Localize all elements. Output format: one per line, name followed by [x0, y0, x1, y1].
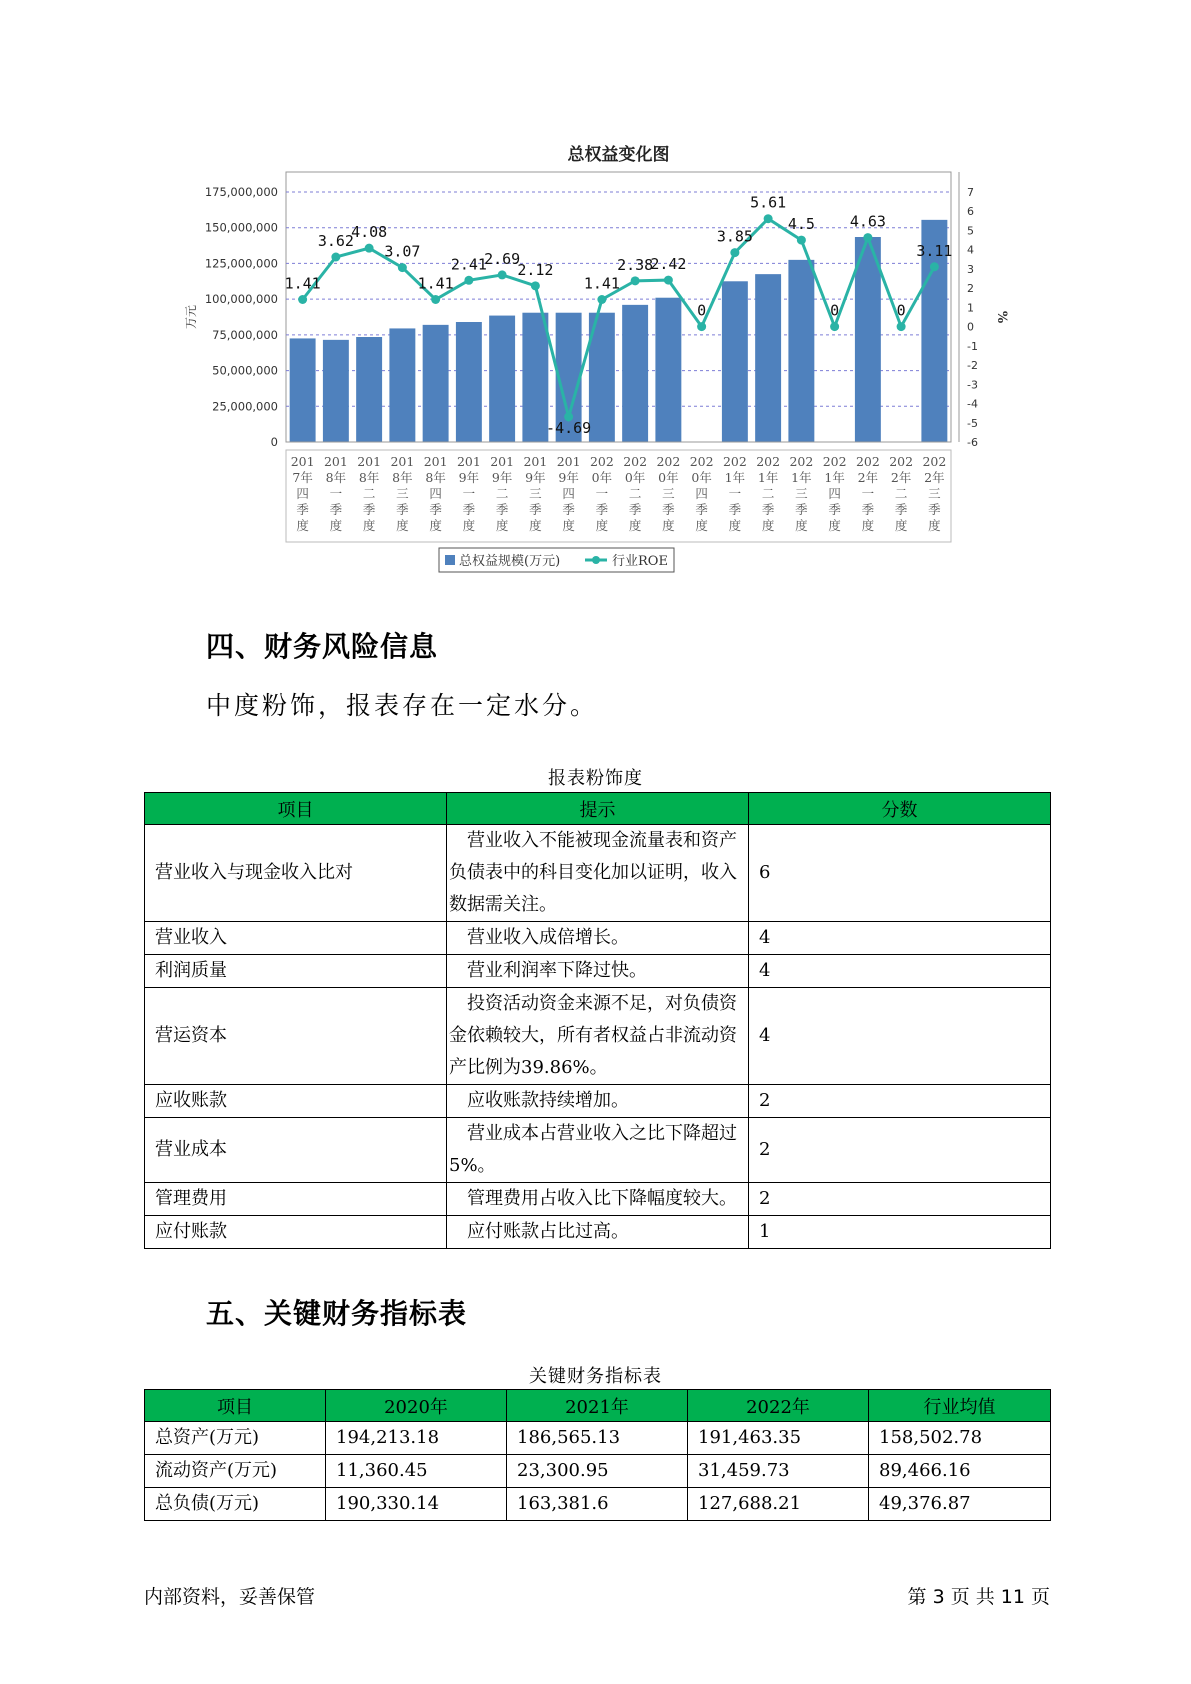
x-tick-label: 2年 [924, 470, 945, 485]
y-axis-label: 万元 [184, 304, 198, 330]
equity-chart [160, 140, 1020, 590]
kpi-table [144, 1389, 1051, 1521]
x-tick-label: 季 [795, 502, 808, 517]
legend-bar-swatch [445, 555, 455, 565]
x-tick-label: 四 [296, 486, 309, 501]
x-tick-label: 201 [523, 454, 548, 469]
risk-table [144, 792, 1051, 1249]
x-tick-label: 二 [495, 486, 509, 501]
roe-point [730, 248, 739, 257]
y2-tick-label: 1 [967, 301, 974, 315]
y2-tick-label: 7 [967, 186, 974, 199]
cell: 31,459.73 [688, 1455, 869, 1488]
x-tick-label: 度 [695, 518, 708, 533]
x-tick-label: 9年 [558, 470, 579, 485]
hint-cell: 应收账款持续增加。 [447, 1085, 749, 1118]
score-cell: 4 [749, 988, 1051, 1085]
bar [755, 274, 781, 442]
y2-tick-label: 5 [967, 224, 974, 238]
roe-point [498, 270, 507, 279]
x-tick-label: 201 [490, 454, 515, 469]
y2-tick-label: -2 [967, 359, 978, 373]
table-row [145, 825, 1051, 922]
x-tick-label: 0年 [591, 470, 613, 485]
roe-data-label: 2.12 [517, 260, 554, 279]
roe-point [597, 295, 606, 304]
table-row [145, 1216, 1051, 1249]
x-tick-label: 一 [329, 486, 343, 501]
x-tick-label: 9年 [525, 470, 546, 485]
section-five-title: 五、关键财务指标表 [206, 1297, 468, 1330]
x-tick-label: 度 [429, 518, 442, 533]
x-tick-label: 1年 [724, 470, 746, 485]
x-tick-label: 季 [894, 502, 908, 517]
roe-point [365, 244, 374, 253]
roe-data-label: 3.07 [384, 242, 421, 261]
table-row [145, 1118, 1051, 1183]
y2-tick-label: 4 [967, 243, 974, 257]
x-tick-label: 201 [323, 454, 348, 469]
x-tick-label: 度 [861, 518, 875, 533]
roe-point [431, 295, 440, 304]
item-cell: 利润质量 [145, 955, 447, 988]
roe-data-label: 5.61 [750, 193, 787, 212]
x-tick-label: 度 [761, 518, 775, 533]
item-cell: 应收账款 [145, 1085, 447, 1118]
y-tick-label: 150,000,000 [204, 220, 278, 235]
roe-point [797, 236, 806, 245]
x-tick-label: 四 [562, 486, 575, 501]
roe-point [631, 276, 640, 285]
bar [323, 340, 349, 442]
x-tick-label: 季 [329, 502, 343, 517]
y2-tick-label: 6 [967, 205, 974, 219]
x-tick-label: 201 [357, 454, 382, 469]
x-tick-label: 季 [529, 502, 542, 517]
x-tick-label: 202 [756, 454, 781, 469]
x-tick-label: 度 [928, 518, 941, 533]
table-row [145, 1183, 1051, 1216]
score-cell: 4 [749, 922, 1051, 955]
x-tick-label: 季 [362, 502, 376, 517]
cell: 49,376.87 [869, 1488, 1051, 1521]
table-row [145, 922, 1051, 955]
kpi-table-caption: 关键财务指标表 [529, 1366, 662, 1387]
hint-cell: 营业成本占营业收入之比下降超过5%。 [447, 1118, 749, 1183]
roe-data-label: 2.42 [650, 255, 687, 274]
x-tick-label: 202 [855, 454, 880, 469]
kpi-table-header [145, 1390, 1051, 1422]
table-row [145, 988, 1051, 1085]
chart-title: 总权益变化图 [567, 145, 670, 165]
risk-table-caption: 报表粉饰度 [548, 768, 643, 789]
roe-data-label: 1.41 [417, 274, 454, 293]
x-tick-label: 三 [795, 486, 808, 501]
bar [423, 325, 449, 442]
table-row [145, 1085, 1051, 1118]
x-tick-label: 季 [462, 502, 476, 517]
x-tick-label: 季 [562, 502, 575, 517]
roe-data-label: 4.5 [787, 215, 815, 234]
score-cell: 6 [749, 825, 1051, 922]
x-tick-label: 季 [695, 502, 708, 517]
x-tick-label: 8年 [392, 470, 413, 485]
roe-data-label: 0 [830, 301, 840, 320]
x-tick-label: 四 [429, 486, 442, 501]
roe-data-label: 1.41 [284, 274, 321, 293]
hint-cell: 投资活动资金来源不足，对负债资金依赖较大，所有者权益占非流动资产比例为39.86%。 [447, 988, 749, 1085]
x-tick-label: 202 [689, 454, 714, 469]
score-cell: 2 [749, 1183, 1051, 1216]
cell: 23,300.95 [507, 1455, 688, 1488]
x-tick-label: 201 [456, 454, 481, 469]
x-tick-label: 1年 [824, 470, 845, 485]
bar [622, 305, 648, 442]
x-tick-label: 季 [495, 502, 509, 517]
item-cell: 营业收入 [145, 922, 447, 955]
cell: 流动资产(万元) [145, 1455, 326, 1488]
x-tick-label: 度 [795, 518, 808, 533]
header-cell: 分数 [749, 793, 1051, 825]
roe-data-label: 0 [697, 301, 707, 320]
legend-line-marker [592, 556, 600, 564]
x-tick-label: 季 [728, 502, 742, 517]
y2-tick-label: -6 [967, 436, 978, 449]
x-tick-label: 8年 [425, 470, 446, 485]
cell: 127,688.21 [688, 1488, 869, 1521]
x-tick-label: 202 [822, 454, 847, 469]
footer-page-number: 第 3 页 共 11 页 [907, 1586, 1050, 1608]
cell: 11,360.45 [326, 1455, 507, 1488]
x-tick-label: 一 [861, 486, 875, 501]
x-tick-label: 202 [656, 454, 681, 469]
header-cell: 行业均值 [869, 1390, 1051, 1422]
x-tick-label: 202 [889, 454, 914, 469]
x-tick-label: 9年 [458, 470, 480, 485]
roe-data-label: 3.62 [317, 232, 354, 250]
x-tick-label: 季 [662, 502, 675, 517]
x-tick-label: 度 [562, 518, 575, 533]
y2-tick-label: -4 [967, 397, 978, 411]
section-four-title: 四、财务风险信息 [206, 630, 439, 663]
x-tick-label: 度 [329, 518, 343, 533]
x-tick-label: 2年 [857, 470, 879, 485]
item-cell: 营业成本 [145, 1118, 447, 1183]
x-tick-label: 9年 [491, 470, 513, 485]
roe-point [331, 253, 340, 262]
item-cell: 管理费用 [145, 1183, 447, 1216]
roe-point [863, 233, 872, 242]
y-tick-label: 25,000,000 [212, 399, 278, 414]
hint-cell: 营业收入成倍增长。 [447, 922, 749, 955]
roe-data-label: 0 [896, 301, 906, 320]
table-row [145, 1455, 1051, 1488]
x-tick-label: 二 [362, 486, 376, 501]
x-tick-label: 8年 [325, 470, 347, 485]
x-tick-label: 2年 [890, 470, 912, 485]
roe-data-label: 4.08 [351, 223, 388, 242]
x-tick-label: 度 [495, 518, 509, 533]
x-tick-label: 8年 [358, 470, 380, 485]
x-tick-label: 度 [894, 518, 908, 533]
roe-point [764, 214, 773, 223]
x-tick-label: 201 [556, 454, 581, 469]
x-tick-label: 度 [595, 518, 609, 533]
x-tick-label: 二 [628, 486, 642, 501]
bar [290, 338, 316, 442]
y-tick-label: 50,000,000 [212, 363, 278, 378]
x-tick-label: 三 [396, 486, 409, 501]
x-tick-label: 0年 [691, 470, 712, 485]
x-tick-label: 四 [828, 486, 841, 501]
roe-data-label: 3.85 [716, 227, 753, 246]
x-tick-label: 1年 [757, 470, 779, 485]
cell: 191,463.35 [688, 1422, 869, 1455]
x-tick-label: 一 [595, 486, 609, 501]
x-tick-label: 1年 [791, 470, 812, 485]
x-tick-label: 202 [922, 454, 947, 469]
header-cell: 2022年 [688, 1390, 869, 1422]
header-cell: 项目 [145, 1390, 326, 1422]
x-tick-label: 季 [761, 502, 775, 517]
x-tick-label: 一 [462, 486, 476, 501]
y2-tick-label: 3 [967, 262, 974, 276]
bar [522, 313, 548, 442]
table-row [145, 1488, 1051, 1521]
score-cell: 2 [749, 1118, 1051, 1183]
hint-cell: 营业利润率下降过快。 [447, 955, 749, 988]
x-tick-label: 201 [423, 454, 448, 469]
roe-data-label: 2.69 [484, 249, 521, 268]
x-tick-label: 季 [861, 502, 875, 517]
header-cell: 提示 [447, 793, 749, 825]
x-tick-label: 季 [429, 502, 442, 517]
y-tick-label: 100,000,000 [204, 292, 278, 307]
roe-point [664, 276, 673, 285]
cell: 163,381.6 [507, 1488, 688, 1521]
roe-point [298, 295, 307, 304]
score-cell: 4 [749, 955, 1051, 988]
hint-cell: 管理费用占收入比下降幅度较大。 [447, 1183, 749, 1216]
x-tick-label: 202 [722, 454, 747, 469]
x-tick-label: 季 [828, 502, 841, 517]
bar [655, 298, 681, 442]
bar [722, 281, 748, 442]
x-tick-label: 201 [390, 454, 415, 469]
y-tick-label: 75,000,000 [212, 327, 278, 342]
y-tick-label: 125,000,000 [204, 256, 278, 271]
hint-cell: 应付账款占比过高。 [447, 1216, 749, 1249]
y-tick-label: 0 [270, 435, 278, 449]
item-cell: 营业收入与现金收入比对 [145, 825, 447, 922]
roe-point [697, 322, 706, 331]
roe-point [464, 276, 473, 285]
x-tick-label: 四 [695, 486, 708, 501]
bar [489, 316, 515, 442]
x-tick-label: 季 [296, 502, 309, 517]
x-tick-label: 二 [761, 486, 775, 501]
y2-tick-label: -1 [967, 339, 978, 353]
roe-point [830, 322, 839, 331]
hint-cell: 营业收入不能被现金流量表和资产负债表中的科目变化加以证明，收入数据需关注。 [447, 825, 749, 922]
header-cell: 2021年 [507, 1390, 688, 1422]
bar [356, 337, 382, 442]
x-tick-label: 202 [623, 454, 648, 469]
x-tick-label: 度 [828, 518, 841, 533]
x-tick-label: 一 [728, 486, 742, 501]
table-row [145, 955, 1051, 988]
x-tick-label: 三 [928, 486, 941, 501]
roe-point [398, 263, 407, 272]
bar [788, 260, 814, 442]
cell: 总负债(万元) [145, 1488, 326, 1521]
x-label-frame [286, 450, 951, 542]
x-tick-label: 季 [628, 502, 642, 517]
roe-data-label: 1.41 [583, 274, 620, 293]
x-tick-label: 季 [595, 502, 609, 517]
footer-confidential: 内部资料，妥善保管 [144, 1586, 316, 1608]
roe-data-label: -4.69 [546, 418, 592, 437]
legend-line-label: 行业ROE [612, 554, 668, 569]
risk-table-header [145, 793, 1051, 825]
cell: 194,213.18 [326, 1422, 507, 1455]
x-tick-label: 度 [728, 518, 742, 533]
x-tick-label: 季 [928, 502, 941, 517]
cell: 190,330.14 [326, 1488, 507, 1521]
section-four-text: 中度粉饰，报表存在一定水分。 [206, 691, 599, 720]
item-cell: 应付账款 [145, 1216, 447, 1249]
x-tick-label: 202 [589, 454, 614, 469]
x-tick-label: 季 [396, 502, 409, 517]
cell: 186,565.13 [507, 1422, 688, 1455]
cell: 89,466.16 [869, 1455, 1051, 1488]
bar [855, 237, 881, 442]
y2-tick-label: 0 [967, 320, 974, 334]
y2-tick-label: 2 [967, 282, 974, 296]
item-cell: 营运资本 [145, 988, 447, 1085]
roe-data-label: 3.11 [916, 241, 953, 260]
score-cell: 2 [749, 1085, 1051, 1118]
score-cell: 1 [749, 1216, 1051, 1249]
x-tick-label: 二 [894, 486, 908, 501]
x-tick-label: 7年 [292, 470, 313, 485]
x-tick-label: 度 [296, 518, 309, 533]
x-tick-label: 度 [396, 518, 409, 533]
table-row [145, 1422, 1051, 1455]
roe-data-label: 4.63 [849, 212, 886, 231]
y2-tick-label: -3 [967, 378, 978, 392]
x-tick-label: 202 [789, 454, 814, 469]
x-tick-label: 三 [662, 486, 675, 501]
x-tick-label: 三 [529, 486, 542, 501]
x-tick-label: 0年 [658, 470, 679, 485]
roe-data-label: 2.38 [617, 255, 654, 274]
cell: 总资产(万元) [145, 1422, 326, 1455]
header-cell: 项目 [145, 793, 447, 825]
cell: 158,502.78 [869, 1422, 1051, 1455]
y2-tick-label: -5 [967, 416, 978, 430]
x-tick-label: 度 [362, 518, 376, 533]
roe-point [531, 281, 540, 290]
y2-axis-label: % [994, 310, 1009, 324]
roe-data-label: 2.41 [450, 255, 487, 274]
x-tick-label: 度 [662, 518, 675, 533]
x-tick-label: 度 [462, 518, 476, 533]
x-tick-label: 度 [628, 518, 642, 533]
x-tick-label: 201 [290, 454, 315, 469]
roe-point [930, 262, 939, 271]
bar [389, 328, 415, 442]
x-tick-label: 0年 [624, 470, 646, 485]
legend-bar-label: 总权益规模(万元) [459, 554, 561, 569]
x-tick-label: 度 [529, 518, 542, 533]
y-tick-label: 175,000,000 [204, 185, 278, 199]
header-cell: 2020年 [326, 1390, 507, 1422]
roe-point [897, 322, 906, 331]
bar [456, 322, 482, 442]
